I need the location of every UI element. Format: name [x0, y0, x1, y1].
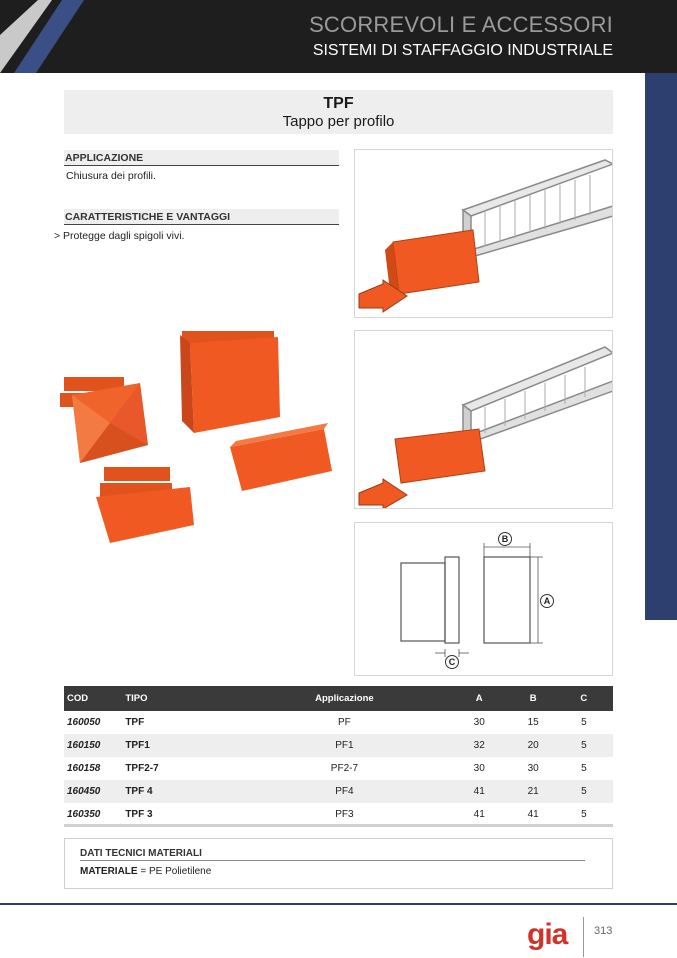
cell-b: 21: [512, 780, 555, 803]
table-row: [64, 757, 613, 780]
caratteristiche-heading: CARATTERISTICHE E VANTAGGI: [64, 209, 339, 225]
cell-cod: 160450: [64, 780, 123, 803]
cell-b: 41: [527, 809, 539, 820]
col-header-c: C: [555, 686, 613, 711]
col-header-tipo: TIPO: [123, 686, 242, 711]
cell-applicazione: PF1: [242, 734, 447, 757]
header-stripes-decoration: [0, 0, 120, 73]
pyramid-cap: [60, 377, 148, 463]
table-row: [64, 734, 613, 757]
cell-c: 5: [581, 763, 587, 774]
page-header: [0, 0, 677, 73]
applicazione-text: Chiusura dei profili.: [66, 170, 156, 182]
profile-cap-illustration-1: [354, 149, 613, 318]
product-code: TPF: [323, 95, 354, 112]
cell-a: 41: [447, 780, 512, 803]
cell-c: 5: [581, 809, 587, 820]
cell-tipo: TPF: [125, 717, 145, 728]
cell-a: 30: [473, 717, 485, 728]
table-header-row: [64, 686, 613, 711]
gia-logo: gia: [527, 918, 568, 951]
cell-b: 20: [512, 734, 555, 757]
rect-cap-small: [230, 423, 332, 491]
materiale-value: = PE Polietilene: [137, 866, 212, 877]
cell-applicazione: PF2-7: [330, 763, 359, 774]
cell-c: 5: [581, 717, 587, 728]
cell-c: 5: [555, 734, 613, 757]
cell-a: 30: [473, 763, 485, 774]
materiale-line: [80, 866, 211, 877]
caratteristiche-text: > Protegge dagli spigoli vivi.: [54, 230, 185, 242]
side-accent-bar: [645, 73, 677, 620]
product-name: Tappo per profilo: [282, 113, 395, 130]
footer-rule: [0, 903, 677, 905]
cell-b: 15: [527, 717, 539, 728]
applicazione-heading: APPLICAZIONE: [64, 150, 339, 166]
product-caps-photo: [50, 325, 340, 560]
section-title: SCORREVOLI E ACCESSORI: [309, 12, 613, 37]
square-cap: [180, 331, 280, 433]
cell-tipo: TPF2-7: [125, 763, 159, 774]
page-number: 313: [594, 925, 613, 937]
product-title-box: [64, 90, 613, 134]
col-header-b: B: [512, 686, 555, 711]
cell-applicazione: PF4: [242, 780, 447, 803]
profile-cap-illustration-2: [354, 330, 613, 509]
cell-cod: 160158: [67, 763, 101, 774]
dati-tecnici-box: [64, 838, 613, 889]
cell-cod: 160350: [67, 809, 101, 820]
cell-tipo: TPF1: [123, 734, 242, 757]
section-subtitle: SISTEMI DI STAFFAGGIO INDUSTRIALE: [312, 42, 613, 59]
cell-applicazione: PF: [338, 717, 351, 728]
cell-tipo: TPF 4: [123, 780, 242, 803]
cell-c: 5: [555, 780, 613, 803]
col-header-cod: COD: [64, 686, 123, 711]
cell-b: 30: [527, 763, 539, 774]
col-header-applicazione: Applicazione: [242, 686, 447, 711]
product-table: [64, 686, 613, 826]
col-header-a: A: [447, 686, 512, 711]
dim-label-c: C: [445, 655, 459, 669]
cell-a: 41: [473, 809, 485, 820]
materiale-label: MATERIALE: [80, 866, 138, 877]
cell-a: 32: [447, 734, 512, 757]
dim-label-a: A: [540, 594, 554, 608]
table-row: [64, 803, 613, 826]
table-bottom-rule: [64, 824, 613, 827]
rect-cap-flat: [96, 467, 194, 543]
footer-separator: [583, 917, 584, 957]
dati-tecnici-heading: DATI TECNICI MATERIALI: [80, 848, 585, 861]
table-row: [64, 711, 613, 734]
dim-label-b: B: [498, 532, 512, 546]
cell-cod: 160150: [64, 734, 123, 757]
cell-cod: 160050: [67, 717, 101, 728]
cell-applicazione: PF3: [335, 809, 354, 820]
dimension-diagram: [354, 522, 613, 676]
table-row: [64, 780, 613, 803]
cell-tipo: TPF 3: [125, 809, 153, 820]
